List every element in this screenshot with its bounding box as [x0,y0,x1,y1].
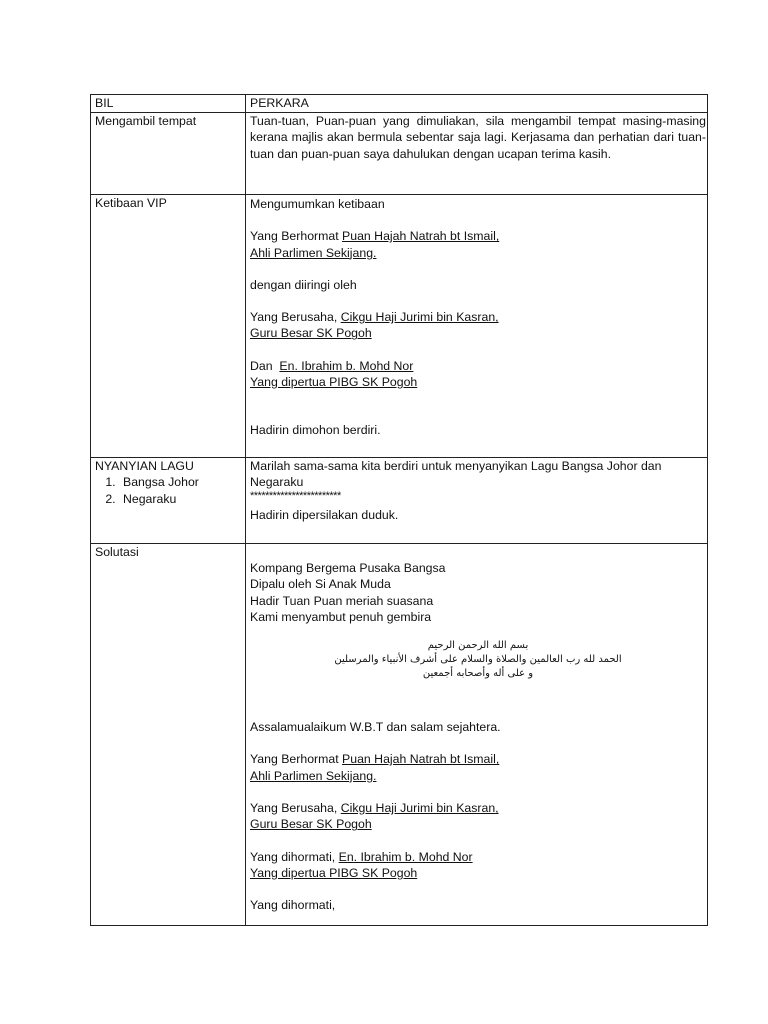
intro-text: Mengumumkan ketibaan [250,197,385,211]
vip3-prefix: Dan [250,358,280,373]
table-row [91,458,708,544]
header-perkara: PERKARA [246,95,708,113]
vip2-name: Cikgu Haji Jurimi bin Kasran, [340,310,499,325]
vip1-line [250,228,706,244]
vip1-line [250,751,706,767]
vip1-title: Ahli Parlimen Sekijang. [250,768,377,783]
vip3-name: En. Ibrahim b. Mohd Nor [338,849,473,864]
arabic-line: الحمد لله رب العالمين والصلاة والسلام على أشرف الأنبياء والمرسلين [334,654,622,666]
row-text-mengambil-tempat: Tuan-tuan, Puan-puan yang dimuliakan, sila mengambil tempat masing-masing kerana majlis akan bermula sebentar saja lagi. Kerjasama dan perhatian dari tuan-tuan dan puan-puan saya dahulukan dengan ucapan terima kasih. [246,113,708,195]
vip1-name: Puan Hajah Natrah bt Ismail, [342,752,500,767]
vip3-title: Yang dipertua PIBG SK Pogoh [250,375,418,390]
last-greeting: Yang dihormati, [250,898,336,913]
vip3-line [250,358,706,374]
vip3-line [250,849,706,865]
row-label-ketibaan-vip: Ketibaan VIP [91,195,246,458]
arabic-line: و على أله وأصحابه أجمعين [422,668,534,680]
sit-text: Hadirin dipersilakan duduk. [250,507,399,522]
table-row [91,195,708,458]
row-label-mengambil-tempat: Mengambil tempat [91,113,246,195]
vip3-prefix: Yang dihormati, [250,849,339,864]
vip2-name: Cikgu Haji Jurimi bin Kasran, [340,801,499,816]
row-content-nyanyian [246,458,708,544]
vip2-prefix: Yang Berusaha, [250,310,341,325]
table-row [91,113,708,195]
vip3-title: Yang dipertua PIBG SK Pogoh [250,865,418,880]
vip2-line [250,800,706,816]
table-header-row [91,95,708,113]
vip2-title: Guru Besar SK Pogoh [250,326,372,341]
anthem-text: Marilah sama-sama kita berdiri untuk menyanyikan Lagu Bangsa Johor dan Negaraku [250,459,662,490]
program-table [90,94,708,926]
stand-text: Hadirin dimohon berdiri. [250,423,381,438]
vip1-title: Ahli Parlimen Sekijang. [250,245,377,260]
vip3-name: En. Ibrahim b. Mohd Nor [279,358,414,373]
vip1-prefix: Yang Berhormat [250,752,343,767]
vip1-name: Puan Hajah Natrah bt Ismail, [342,229,500,244]
stars-divider: ************************ [250,489,341,502]
pantun-line: Kompang Bergema Pusaka Bangsa [250,561,446,575]
vip2-title: Guru Besar SK Pogoh [250,817,372,832]
arabic-line: بسم الله الرحمن الرحيم [427,640,529,652]
nyanyian-label: NYANYIAN LAGU [95,459,194,473]
vip2-line [250,309,706,325]
row-label-solutasi: Solutasi [91,544,246,926]
header-bil: BIL [91,95,246,113]
vip1-prefix: Yang Berhormat [250,229,343,244]
accompany-text: dengan diiringi oleh [250,277,357,292]
pantun-line: Hadir Tuan Puan meriah suasana [250,593,434,608]
pantun-line: Dipalu oleh Si Anak Muda [250,577,391,592]
salam-text: Assalamualaikum W.B.T dan salam sejahtera. [250,720,501,735]
list-item: 1. Bangsa Johor [119,474,244,490]
song-list [95,474,244,507]
table-row [91,544,708,926]
list-item: 2. Negaraku [119,491,244,507]
vip2-prefix: Yang Berusaha, [250,801,341,816]
row-label-nyanyian-lagu [91,458,246,544]
row-content-solutasi [246,544,708,926]
row-content-ketibaan-vip [246,195,708,458]
pantun-line: Kami menyambut penuh gembira [250,609,432,624]
